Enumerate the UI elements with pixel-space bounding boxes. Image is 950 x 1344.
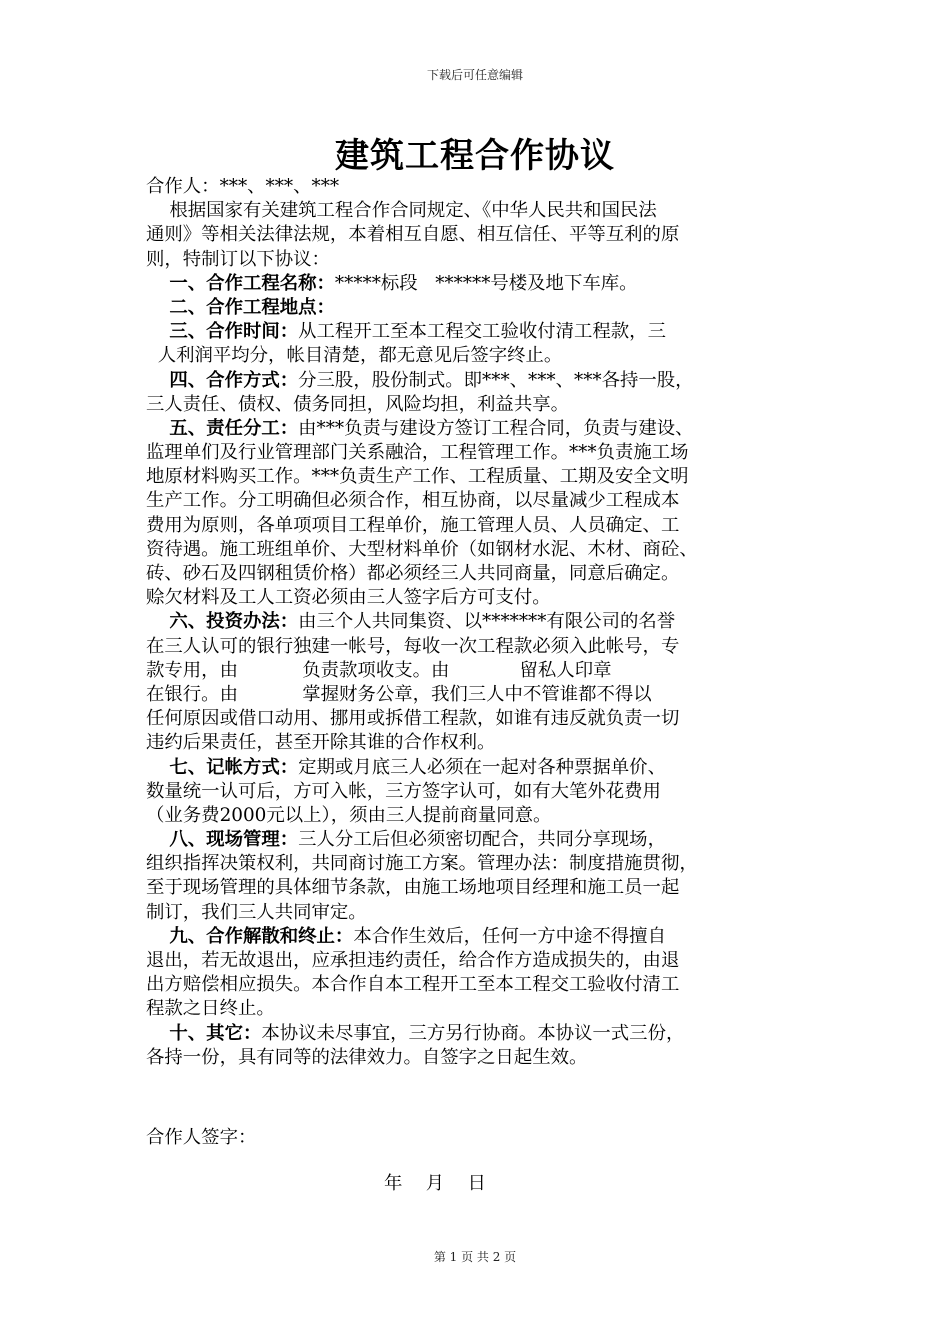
text-line	[146, 272, 826, 296]
text-line	[146, 610, 826, 634]
clause-text: 本合作生效后，任何一方中途不得擅自	[353, 925, 666, 947]
clause-text: 资待遇。施工班组单价、大型材料单价（如钢材水泥、木材、商砼、	[146, 538, 698, 560]
clause-text: 违约后果责任，甚至开除其谁的合作权利。	[146, 732, 496, 754]
clause-text: 在银行。由 掌握财务公章，我们三人中不管谁都不得以	[146, 683, 652, 705]
clause-heading: 四、合作方式：	[169, 369, 299, 391]
clause-text: 由三个人共同集资、以*******有限公司的名誉	[298, 611, 676, 633]
text-line	[146, 828, 826, 852]
clause-text: 退出，若无故退出，应承担违约责任，给合作方造成损失的，由退	[146, 950, 680, 971]
text-line	[146, 1022, 826, 1046]
clause-text: 监理单们及行业管理部门关系融洽，工程管理工作。***负责施工场	[146, 442, 689, 464]
clause-text: *****标段 ******号楼及地下车库。	[334, 272, 638, 294]
clause-text: 款专用，由 负责款项收支。由 留私人印章	[146, 659, 612, 681]
clause-text: 数量统一认可后，方可入帐，三方签字认可，如有大笔外花费用	[146, 780, 661, 802]
clause-text: 地原材料购买工作。***负责生产工作、工程质量、工期及安全文明	[146, 466, 689, 488]
clause-text: 任何原因或借口动用、挪用或拆借工程款，如谁有违反就负责一切	[146, 708, 680, 730]
line-indent	[146, 926, 169, 947]
signature-label: 合作人签字：	[146, 1127, 257, 1148]
text-line	[146, 756, 826, 780]
text-line	[146, 489, 826, 513]
clause-text: 从工程开工至本工程交工验收付清工程款，三	[298, 321, 666, 343]
text-line	[146, 562, 826, 586]
page-header-note: 下载后可任意编辑	[426, 68, 523, 82]
clause-text: 出方赔偿相应损失。本合作自本工程开工至本工程交工验收付清工	[146, 974, 680, 996]
text-line	[146, 1046, 826, 1070]
line-indent	[146, 321, 169, 342]
text-line	[146, 199, 826, 223]
clause-text: 由***负责与建设方签订工程合同，负责与建设、	[298, 417, 694, 439]
clause-heading: 一、合作工程名称：	[169, 272, 335, 294]
clause-text: 三人责任、债权、债务同担，风险均担，利益共享。	[146, 393, 569, 415]
text-line	[146, 731, 826, 755]
text-line	[146, 248, 826, 272]
text-line	[146, 320, 826, 344]
clause-heading: 三、合作时间：	[169, 321, 299, 343]
text-line	[146, 949, 826, 973]
clause-text: 通则》等相关法律法规，本着相互自愿、相互信任、平等互利的原	[146, 224, 680, 246]
text-line	[146, 852, 826, 876]
text-line	[146, 780, 826, 804]
text-line	[146, 538, 826, 562]
text-line	[146, 635, 826, 659]
clause-text: 定期或月底三人必须在一起对各种票据单价、	[298, 756, 666, 778]
page-footer: 第 1 页 共 2 页	[433, 1250, 517, 1264]
line-indent	[146, 297, 169, 318]
clause-heading: 六、投资办法：	[169, 611, 299, 633]
text-line	[146, 393, 826, 417]
line-indent	[146, 418, 169, 439]
text-line	[146, 997, 826, 1021]
line-indent	[146, 611, 169, 632]
text-line	[146, 514, 826, 538]
text-line	[146, 175, 826, 199]
clause-text: 制订，我们三人共同审定。	[146, 901, 367, 923]
line-indent	[146, 757, 169, 778]
clause-text: 组织指挥决策权利，共同商讨施工方案。管理办法：制度措施贯彻，	[146, 853, 698, 875]
line-indent	[146, 273, 169, 294]
clause-text: 各持一份，具有同等的法律效力。自签字之日起生效。	[146, 1046, 588, 1068]
text-line	[146, 223, 826, 247]
clause-heading: 七、记帐方式：	[169, 756, 299, 778]
clause-heading: 二、合作工程地点：	[169, 296, 335, 318]
text-line	[146, 659, 826, 683]
clause-text: 合作人：***、***、***	[146, 176, 340, 197]
text-line	[146, 707, 826, 731]
text-line	[146, 901, 826, 925]
text-line	[146, 369, 826, 393]
text-line	[146, 586, 826, 610]
line-indent	[146, 1023, 169, 1044]
text-line	[146, 804, 826, 828]
clause-text: 根据国家有关建筑工程合作合同规定、《中华人民共和国民法	[169, 200, 657, 222]
clause-text: 赊欠材料及工人工资必须由三人签字后方可支付。	[146, 587, 551, 609]
text-line	[146, 417, 826, 441]
text-line	[146, 925, 826, 949]
date-line: 年 月 日	[384, 1173, 486, 1194]
text-line	[146, 441, 826, 465]
clause-text: 生产工作。分工明确但必须合作，相互协商，以尽量减少工程成本	[146, 490, 680, 512]
text-line	[146, 973, 826, 997]
clause-text: 分三股，股份制式。即***、***、***各持一股，	[298, 369, 694, 391]
line-indent	[146, 370, 169, 391]
text-line	[146, 296, 826, 320]
clause-heading: 五、责任分工：	[169, 417, 299, 439]
clause-text: 三人分工后但必须密切配合，共同分享现场，	[298, 829, 666, 851]
text-line	[146, 344, 826, 368]
clause-heading: 九、合作解散和终止：	[169, 925, 354, 947]
line-indent	[146, 345, 158, 366]
clause-text: 至于现场管理的具体细节条款，由施工场地项目经理和施工员一起	[146, 877, 680, 899]
clause-text: 在三人认可的银行独建一帐号，每收一次工程款必须入此帐号，专	[146, 635, 680, 657]
text-line	[146, 465, 826, 489]
clause-text: 费用为原则，各单项项目工程单价，施工管理人员、人员确定、工	[146, 514, 680, 536]
line-indent	[146, 200, 169, 221]
clause-text: 本协议未尽事宜，三方另行协商。本协议一式三份，	[261, 1022, 685, 1044]
clause-heading: 八、现场管理：	[169, 829, 299, 851]
clause-text: （业务费2000元以上），须由三人提前商量同意。	[146, 804, 552, 826]
text-line	[146, 876, 826, 900]
clause-text: 砖、砂石及四钢租赁价格）都必须经三人共同商量，同意后确定。	[146, 563, 680, 584]
clause-text: 程款之日终止。	[146, 998, 275, 1020]
clause-text: 人利润平均分，帐目清楚，都无意见后签字终止。	[157, 345, 563, 367]
line-indent	[146, 829, 169, 850]
clause-heading: 十、其它：	[169, 1022, 262, 1044]
agreement-body	[146, 175, 826, 1070]
clause-text: 则，特制订以下协议：	[146, 248, 330, 270]
document-title: 建筑工程合作协议	[335, 136, 615, 176]
text-line	[146, 683, 826, 707]
